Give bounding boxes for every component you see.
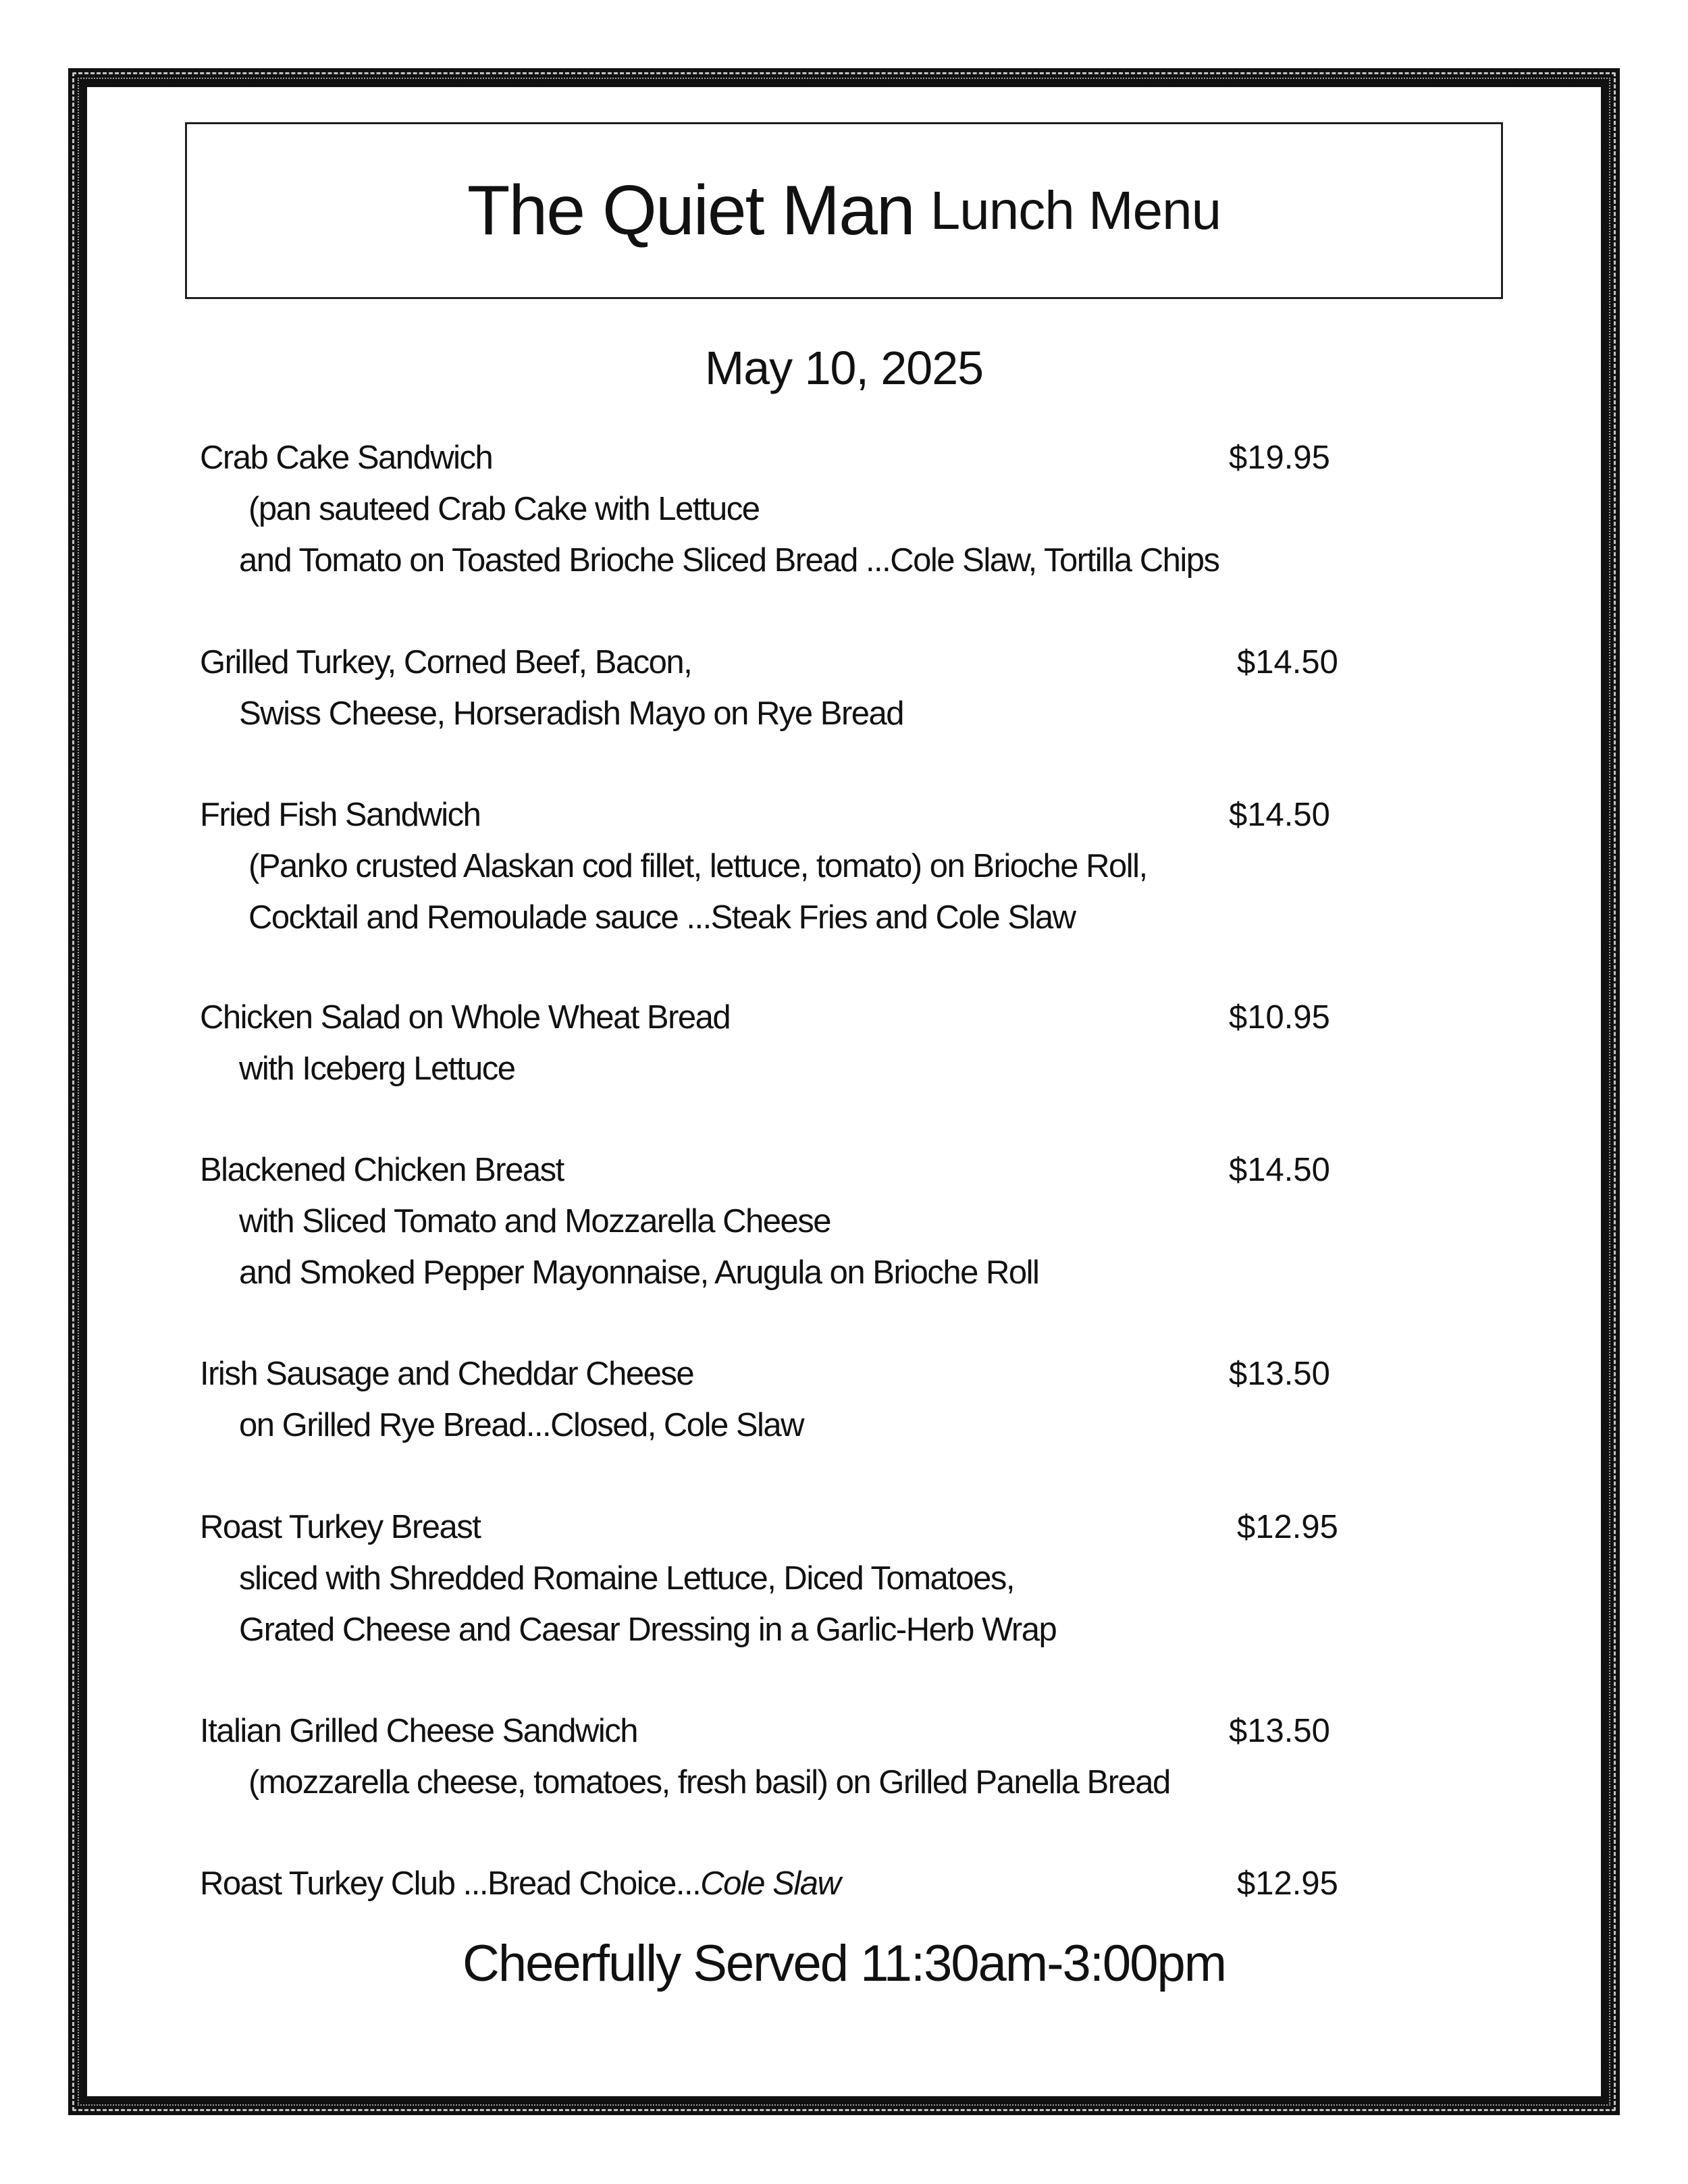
item-price: $13.50: [1229, 1356, 1330, 1392]
menu-item: [200, 1705, 1348, 1808]
item-name: Roast Turkey Breast: [200, 1509, 481, 1545]
item-name: Fried Fish Sandwich: [200, 797, 481, 833]
item-name: Grilled Turkey, Corned Beef, Bacon,: [200, 644, 692, 681]
menu-item: [200, 992, 1348, 1094]
title-box: [185, 122, 1503, 299]
item-price: $12.95: [1237, 1509, 1338, 1545]
item-name: Roast Turkey Club ...Bread Choice...Cole Slaw: [200, 1865, 841, 1902]
item-price: $14.50: [1237, 644, 1338, 681]
item-price: $13.50: [1229, 1713, 1330, 1749]
menu-item: [200, 1348, 1348, 1451]
item-price: $14.50: [1229, 1152, 1330, 1188]
item-price: $19.95: [1229, 440, 1330, 476]
item-description: (Panko crusted Alaskan cod fillet, lettuce, tomato) on Brioche Roll,: [248, 848, 1147, 884]
item-price: $14.50: [1229, 797, 1330, 833]
item-name: Italian Grilled Cheese Sandwich: [200, 1713, 638, 1749]
item-side-italic: Cole Slaw: [700, 1865, 841, 1902]
item-description: with Sliced Tomato and Mozzarella Cheese: [239, 1203, 831, 1240]
item-description: (pan sauteed Crab Cake with Lettuce: [248, 491, 760, 527]
item-description: Cocktail and Remoulade sauce ...Steak Fries and Cole Slaw: [248, 899, 1076, 936]
menu-item: [200, 1144, 1348, 1298]
menu-item: [200, 432, 1348, 586]
menu-item: [200, 637, 1348, 739]
menu-type: Lunch Menu: [930, 180, 1221, 240]
item-description: on Grilled Rye Bread...Closed, Cole Slaw: [239, 1407, 804, 1443]
item-description: (mozzarella cheese, tomatoes, fresh basil) on Grilled Panella Bread: [248, 1764, 1170, 1801]
item-name: Blackened Chicken Breast: [200, 1152, 564, 1188]
item-description: Swiss Cheese, Horseradish Mayo on Rye Bread: [239, 695, 904, 732]
item-price: $12.95: [1237, 1865, 1338, 1902]
item-description: and Smoked Pepper Mayonnaise, Arugula on Brioche Roll: [239, 1254, 1039, 1291]
restaurant-name: The Quiet Man: [467, 171, 914, 250]
item-description: and Tomato on Toasted Brioche Sliced Bread ...Cole Slaw, Tortilla Chips: [239, 542, 1219, 579]
menu-date: May 10, 2025: [704, 342, 984, 394]
menu-item: [200, 1501, 1348, 1655]
menu-item: [200, 1858, 1348, 1909]
item-name: Crab Cake Sandwich: [200, 440, 493, 476]
item-description: Grated Cheese and Caesar Dressing in a Garlic-Herb Wrap: [239, 1612, 1057, 1648]
item-description: with Iceberg Lettuce: [239, 1050, 515, 1087]
item-name: Chicken Salad on Whole Wheat Bread: [200, 999, 731, 1036]
serving-hours: Cheerfully Served 11:30am-3:00pm: [462, 1935, 1226, 1992]
item-price: $10.95: [1229, 999, 1330, 1036]
menu-item: [200, 789, 1348, 943]
item-name: Irish Sausage and Cheddar Cheese: [200, 1356, 694, 1392]
item-description: sliced with Shredded Romaine Lettuce, Diced Tomatoes,: [239, 1560, 1014, 1597]
